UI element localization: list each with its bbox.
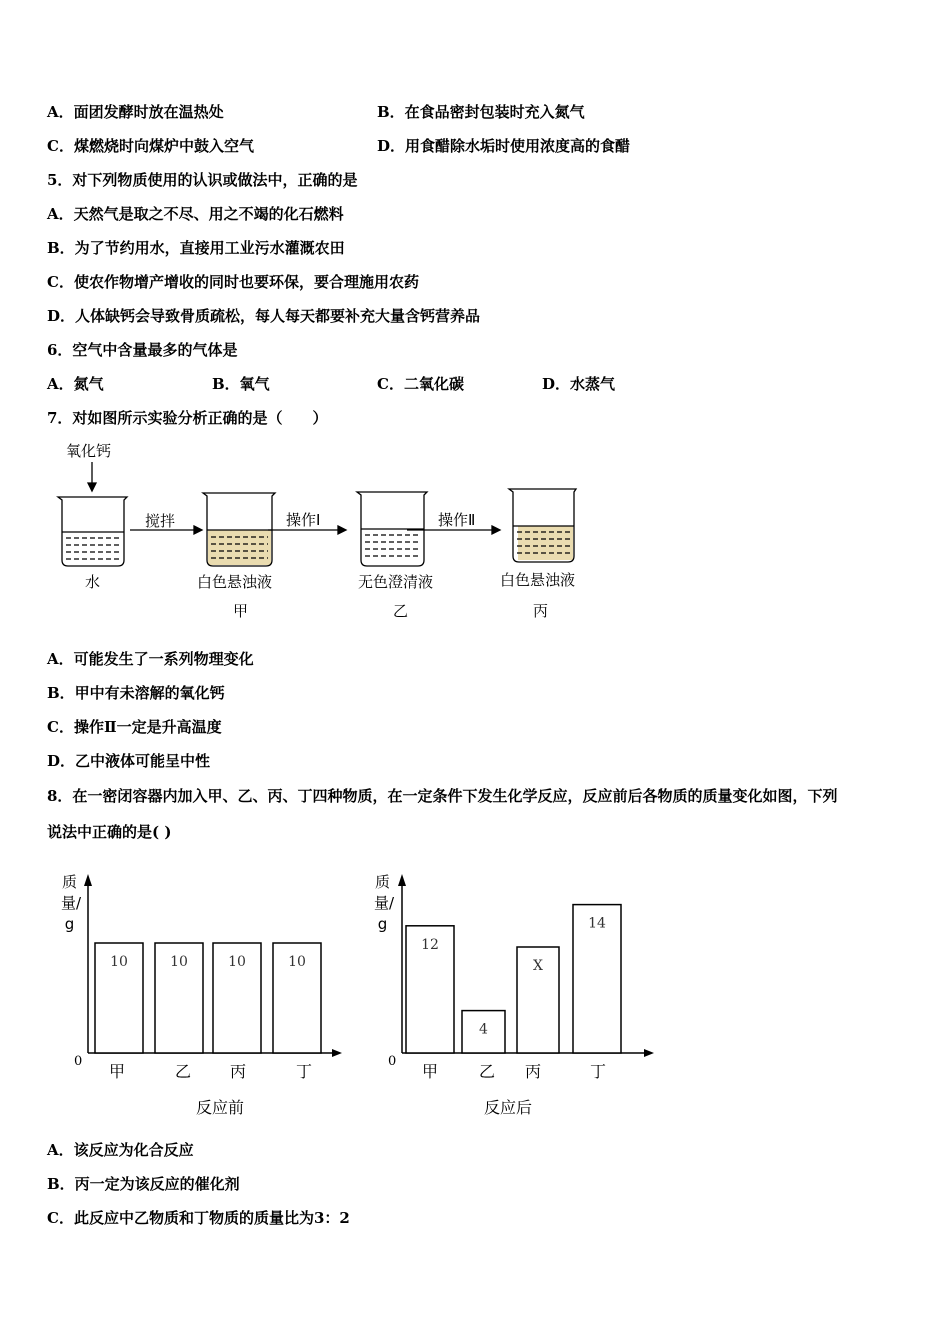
chart-after-y-axis-label: 质量/g: [374, 873, 395, 933]
q6-stem: 6．空气中含量最多的气体是: [47, 341, 238, 359]
q4-option-d: D．用食醋除水垢时使用浓度高的食醋: [377, 137, 631, 155]
origin-label: 0: [74, 1054, 83, 1069]
q6-option-b: B．氧气: [212, 375, 270, 393]
q7-option-a: A．可能发生了一系列物理变化: [47, 650, 254, 668]
bing-desc: 白色悬浊液: [500, 571, 576, 589]
q8-option-a: A．该反应为化合反应: [47, 1141, 194, 1159]
bar-value-label: 12: [421, 936, 439, 953]
step2-label: 操作Ⅰ: [286, 511, 321, 529]
reagent-label: 氧化钙: [66, 442, 112, 460]
bar-value-label: 10: [288, 954, 306, 970]
q4-option-b: B．在食品密封包装时充入氮气: [377, 103, 585, 121]
q5-stem: 5．对下列物质使用的认识或做法中，正确的是: [47, 171, 358, 189]
bar-value-label: X: [533, 958, 543, 974]
bar-value-label: 4: [479, 1021, 488, 1038]
chart-title: 反应后: [483, 1098, 533, 1117]
category-label: 乙: [174, 1062, 192, 1081]
q6-option-d: D．水蒸气: [542, 375, 616, 393]
bar-value-label: 10: [110, 954, 128, 970]
q5-option-a: A．天然气是取之不尽、用之不竭的化石燃料: [47, 205, 344, 223]
q4-option-c: C．煤燃烧时向煤炉中鼓入空气: [47, 137, 254, 155]
category-label: 丁: [295, 1062, 313, 1081]
yi-desc: 无色澄清液: [358, 573, 434, 591]
step3-label: 操作Ⅱ: [438, 511, 476, 529]
q6-option-c: C．二氧化碳: [377, 375, 464, 393]
origin-label: 0: [388, 1054, 397, 1069]
yi-label: 乙: [393, 602, 409, 620]
water-label: 水: [85, 573, 101, 591]
step1-label: 搅拌: [145, 512, 176, 530]
chart-before-y-axis-label: 质量/g: [61, 873, 82, 933]
q7-option-b: B．甲中有未溶解的氧化钙: [47, 684, 225, 702]
q7-option-c: C．操作Ⅱ一定是升高温度: [47, 718, 222, 736]
chart-title: 反应前: [195, 1098, 245, 1117]
category-label: 丁: [589, 1062, 607, 1081]
q5-option-d: D．人体缺钙会导致骨质疏松，每人每天都要补充大量含钙营养品: [47, 307, 481, 325]
q5-option-b: B．为了节约用水，直接用工业污水灌溉农田: [47, 239, 345, 257]
q6-option-a: A．氮气: [47, 375, 104, 393]
y-axis-arrow: [84, 874, 92, 886]
q8-stem-line2: 说法中正确的是( ): [47, 823, 172, 841]
category-label: 甲: [421, 1062, 439, 1081]
x-axis-arrow: [332, 1049, 342, 1057]
q8-option-b: B．丙一定为该反应的催化剂: [47, 1175, 240, 1193]
category-label: 丙: [524, 1062, 542, 1081]
q8-stem-line1: 8．在一密闭容器内加入甲、乙、丙、丁四种物质，在一定条件下发生化学反应，反应前后各物质的质量变化如图，下列: [47, 787, 838, 805]
jia-desc: 白色悬浊液: [197, 573, 273, 591]
bar-value-label: 10: [228, 954, 246, 970]
category-label: 丙: [229, 1062, 247, 1081]
jia-label: 甲: [233, 602, 249, 620]
q8-option-c: C．此反应中乙物质和丁物质的质量比为3：2: [47, 1209, 350, 1227]
category-label: 甲: [108, 1062, 126, 1081]
q7-option-d: D．乙中液体可能呈中性: [47, 752, 211, 770]
q7-stem: 7．对如图所示实验分析正确的是（ ）: [47, 409, 328, 427]
x-axis-arrow: [644, 1049, 654, 1057]
bar-value-label: 10: [170, 954, 188, 970]
category-label: 乙: [478, 1062, 496, 1081]
bing-label: 丙: [533, 602, 549, 620]
q5-option-c: C．使农作物增产增收的同时也要环保，要合理施用农药: [47, 273, 419, 291]
y-axis-arrow: [398, 874, 406, 886]
q4-option-a: A．面团发酵时放在温热处: [47, 103, 224, 121]
bar-value-label: 14: [588, 915, 606, 932]
